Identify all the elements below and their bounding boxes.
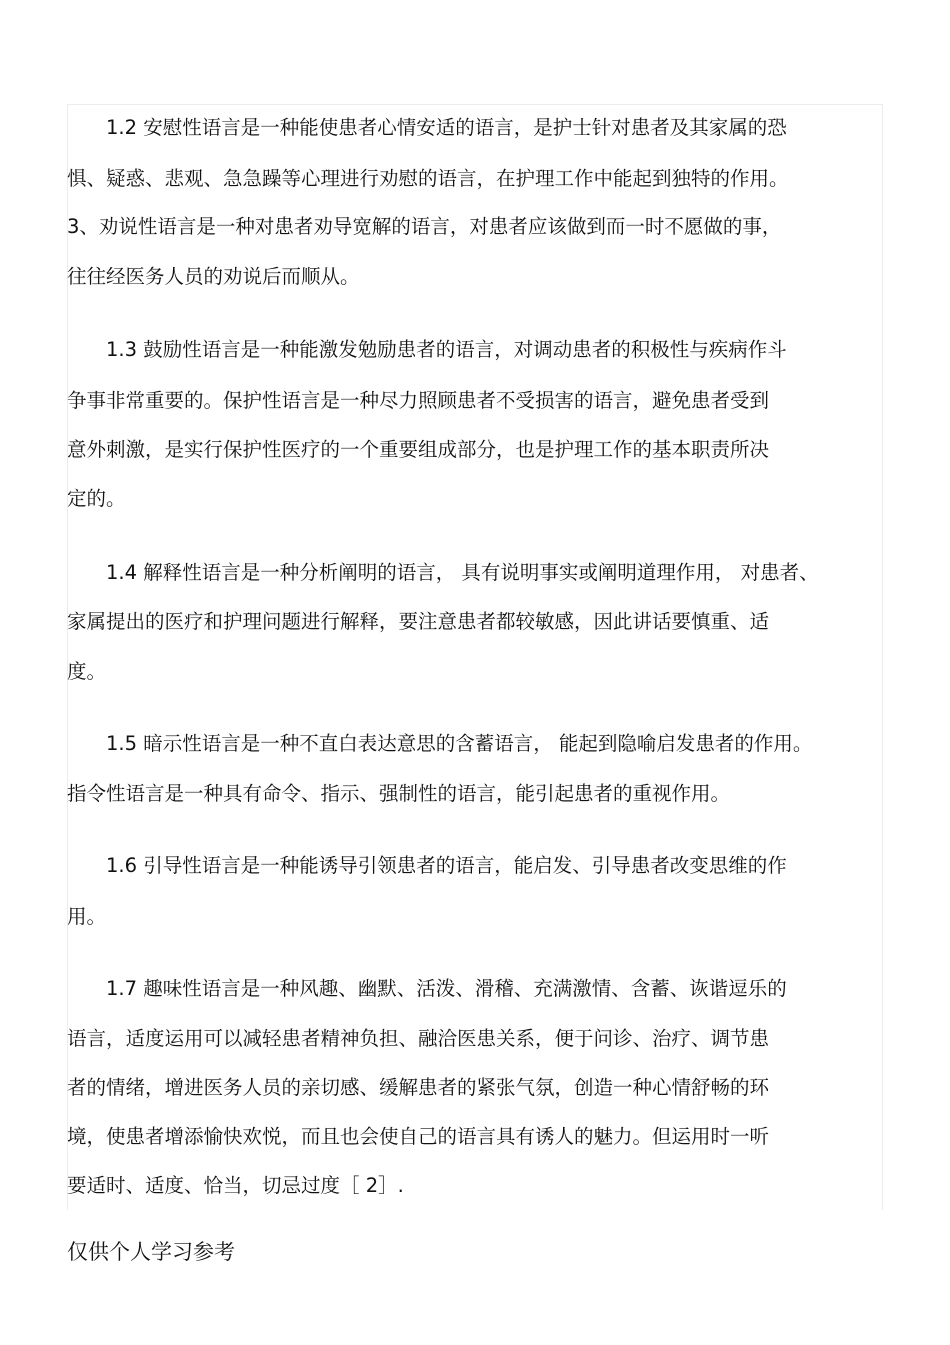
paragraph-line: 1.3 鼓励性语言是一种能激发勉励患者的语言，对调动患者的积极性与疾病作斗 — [106, 338, 787, 361]
paragraph-line: 1.7 趣味性语言是一种风趣、幽默、活泼、滑稽、充满激情、含蓄、诙谐逗乐的 — [106, 977, 787, 1000]
paragraph-line: 家属提出的医疗和护理问题进行解释，要注意患者都较敏感，因此讲话要慎重、适 — [67, 610, 770, 633]
paragraph-line: 3、劝说性语言是一种对患者劝导宽解的语言，对患者应该做到而一时不愿做的事， — [67, 215, 782, 238]
paragraph-line: 往往经医务人员的劝说后而顺从。 — [67, 265, 360, 288]
paragraph-line: 定的。 — [67, 487, 126, 510]
paragraph-line: 1.2 安慰性语言是一种能使患者心情安适的语言，是护士针对患者及其家属的恐 — [106, 116, 787, 139]
paragraph-line: 度。 — [67, 660, 107, 683]
paragraph-line: 指令性语言是一种具有命令、指示、强制性的语言，能引起患者的重视作用。 — [67, 782, 731, 805]
paragraph-line: 惧、疑惑、悲观、急急躁等心理进行劝慰的语言，在护理工作中能起到独特的作用。 — [67, 167, 789, 190]
paragraph-line: 1.5 暗示性语言是一种不直白表达意思的含蓄语言， 能起到隐喻启发患者的作用。 — [106, 732, 813, 755]
paragraph-line: 境，使患者增添愉快欢悦，而且也会使自己的语言具有诱人的魅力。但运用时一听 — [67, 1125, 770, 1148]
paragraph-line: 争事非常重要的。保护性语言是一种尽力照顾患者不受损害的语言，避免患者受到 — [67, 389, 770, 412]
paragraph-line: 用。 — [67, 905, 107, 928]
paragraph-line: 意外刺激，是实行保护性医疗的一个重要组成部分，也是护理工作的基本职责所决 — [67, 438, 770, 461]
paragraph-line: 1.4 解释性语言是一种分析阐明的语言， 具有说明事实或阐明道理作用， 对患者、 — [106, 561, 819, 584]
paragraph-line: 者的情绪，增进医务人员的亲切感、缓解患者的紧张气氛，创造一种心情舒畅的环 — [67, 1076, 770, 1099]
footer-note: 仅供个人学习参考 — [67, 1240, 235, 1264]
paragraph-line: 1.6 引导性语言是一种能诱导引领患者的语言，能启发、引导患者改变思维的作 — [106, 854, 787, 877]
paragraph-line: 要适时、适度、恰当，切忌过度［ 2］. — [67, 1174, 404, 1197]
paragraph-line: 语言，适度运用可以减轻患者精神负担、融洽医患关系，便于问诊、治疗、调节患 — [67, 1027, 770, 1050]
